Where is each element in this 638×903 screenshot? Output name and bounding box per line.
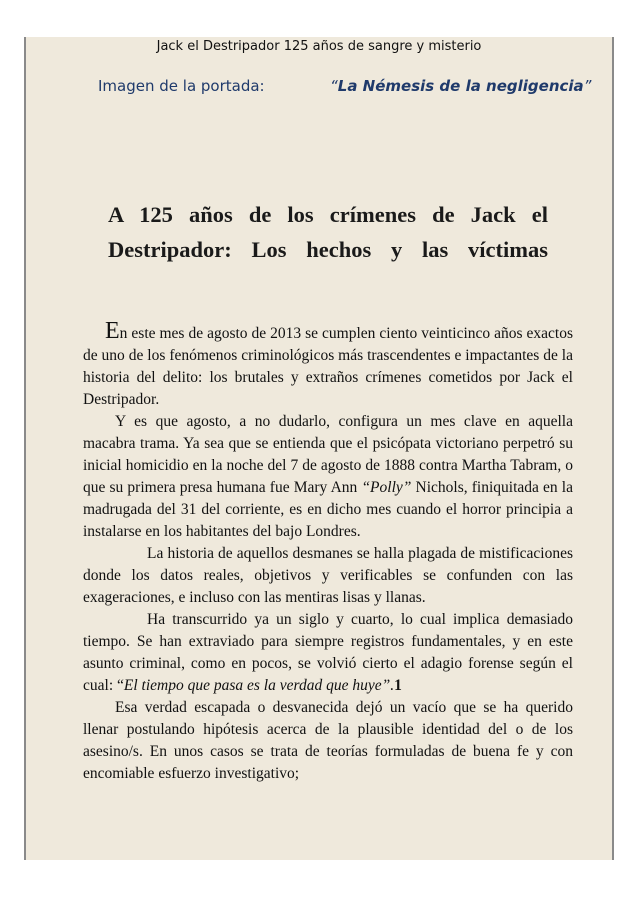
paragraph-3: La historia de aquellos desmanes se halla plagada de mistificaciones donde los datos reales, objetivos y verificables se confunden con las exageraciones, e incluso con las mentiras lisas y llanas. xyxy=(83,545,573,606)
running-header: Jack el Destripador 125 años de sangre y misterio xyxy=(156,39,482,54)
cover-label: Imagen de la portada: xyxy=(98,77,265,95)
quote-open: “ xyxy=(330,77,338,95)
paragraph-1-text: n este mes de agosto de 2013 se cumplen ciento veinticinco años exactos de uno de los fenómenos criminológicos más trascendentes e impactantes de la historia del delito: los brutales y extraños crímenes cometidos por Jack el Destripador. xyxy=(83,325,573,408)
paragraph-2 xyxy=(83,411,573,543)
paragraph-4 xyxy=(83,609,573,697)
document-page xyxy=(24,37,614,860)
paragraph-2-text-b: Nichols, finiquitada en la madrugada del 31 del corriente, es en dicho mes cuando el horror principia a instalarse en los habitantes del bajo Londres. xyxy=(83,479,573,540)
article-title: A 125 años de los crímenes de Jack el Destripador: Los hechos y las víctimas xyxy=(108,202,548,262)
paragraph-5: Esa verdad escapada o desvanecida dejó un vacío que se ha querido llenar postulando hipótesis acerca de la plausible identidad del o de los asesino/s. En unos casos se trata de teorías formuladas de buena fe y con encomiable esfuerzo investigativo; xyxy=(83,699,573,782)
cover-caption xyxy=(98,77,592,95)
paragraph-1 xyxy=(83,320,573,411)
paragraph-4-text: Ha transcurrido ya un siglo y cuarto, lo cual implica demasiado tiempo. Se han extraviado para siempre registros fundamentales, y en este asunto criminal, como en pocos, se volvió cierto el adagio forense según el cual: “ xyxy=(83,611,573,694)
article-body xyxy=(83,320,573,785)
paragraph-2-text-a: Y es que agosto, a no dudarlo, configura un mes clave en aquella macabra trama. Ya sea que se entienda que el psicópata victoriano perpetró su inicial homicidio en la noche del 7 de agosto de 1888 contra Martha Tabram, o que su primera presa humana fue Mary Ann xyxy=(83,413,573,496)
footnote-ref[interactable]: 1 xyxy=(394,677,402,694)
polly-nickname: “Polly” xyxy=(361,479,412,496)
drop-cap: E xyxy=(105,318,120,344)
forensic-adage: El tiempo que pasa es la verdad que huye”. xyxy=(123,677,395,694)
cover-title: La Némesis de la negligencia xyxy=(337,77,584,95)
quote-close: ” xyxy=(583,77,592,95)
cover-title-quote xyxy=(330,77,591,95)
